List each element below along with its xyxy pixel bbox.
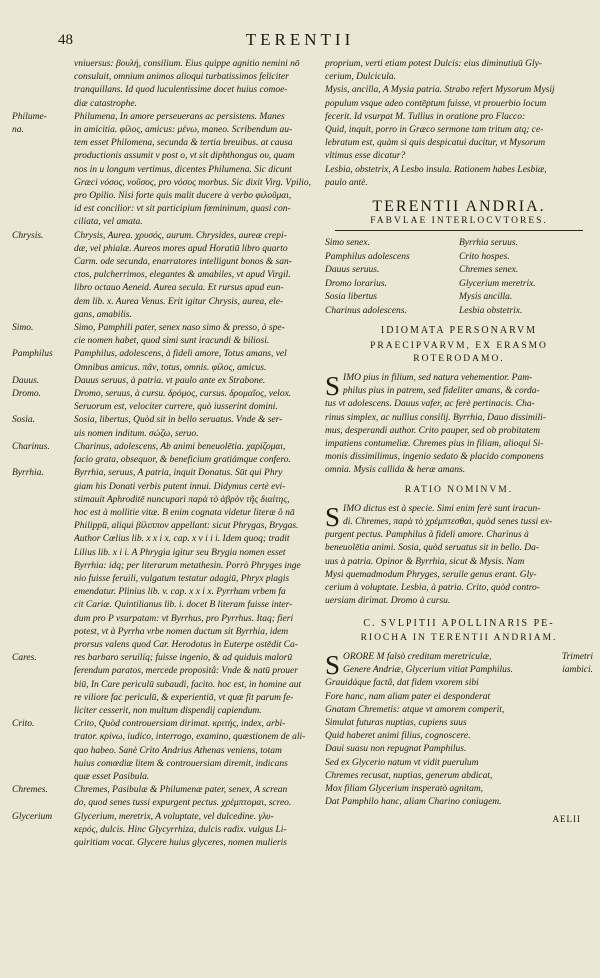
text-line: proprium, verti etiam potest Dulcis: eius diminutiuū Gly- [325, 59, 543, 69]
role-item: Byrrhia seruus. [459, 238, 518, 249]
text-line: impatiens contumeliæ. Chremes pius in filiam, alioqui Si- [325, 439, 544, 450]
text-line: Lilius lib. x i i. A Phrygia igitur seu Brygia nomen esset [74, 547, 286, 558]
gloss-text [74, 388, 316, 414]
right-top-text [325, 58, 593, 190]
gloss-text [74, 322, 316, 348]
text-line: Genere Andriæ, Glycerium vitiat Pamphilus. [343, 665, 513, 676]
text-line: trator. κρίνω, iudico, interrogo, examino, quæstionem de ali- [74, 732, 306, 743]
text-line: biū, In Care periculū subaudi, facito. hoc est, in homine aut [74, 679, 302, 690]
text-line: Fore hanc, nam aliam pater ei desponderat [325, 691, 491, 702]
divider-rule [335, 230, 583, 231]
text-line: consuluit, omnium animos alioqui turbatissimos feliciter [74, 72, 289, 83]
gloss-entry [12, 58, 316, 111]
text-line: Philumena, In amore perseuerans ac persistens. Manes [74, 111, 285, 122]
catchword: AELII [552, 814, 581, 825]
ratio-paragraph [325, 503, 593, 609]
text-line: populum vsque adeo contēptum fuisse, vt prouerbio locum [325, 98, 547, 109]
running-head: TERENTII [245, 30, 355, 49]
text-line: tem esset Philomena, secunda & tertia breuibus. at causa [74, 138, 293, 149]
role-item: Pamphilus adolescens [325, 251, 410, 262]
text-line: Glycerium, meretrix, A voluptate, vel dulcedine. γλυ- [74, 811, 274, 822]
text-line: IMO dictus est à specie. Simi enim ferè sunt iracun- [343, 503, 541, 514]
marginal-label: Philume- na. [12, 111, 47, 136]
text-line: do, quod senes tussi expurgent pectus. χρέμπτομαι, screo. [74, 798, 292, 809]
text-line: ctos, pulcherrimos, elegantes & amabiles, vt apud Virgil. [74, 270, 291, 281]
text-line: productionis assumit v post ο, vt sit diphthongus ου, quam [74, 151, 295, 162]
text-line: philus pius in patrem, sed fideliter amans, & corda- [343, 386, 540, 397]
text-line: uus à patria. Opinor & Byrrhia, sicut & Mysis. Nam [325, 556, 525, 567]
text-line: purgent pectus. Pamphilus à fideli amore. Charinus à [325, 530, 529, 541]
role-item: Glycerium meretrix. [459, 278, 536, 289]
gloss-entry [12, 322, 316, 348]
text-line: ferendum paratos, mercede propositâ: Vnde & natū prouer [74, 666, 298, 677]
gloss-text [74, 348, 316, 374]
idiomata-subheading-1: PRAECIPVARVM, EX ERASMO [370, 340, 548, 351]
text-line: uis nomen inditum. σώζω, seruo. [74, 428, 199, 439]
gloss-entry [12, 652, 316, 718]
sulpitius-subheading: RIOCHA IN TERENTII ANDRIAM. [360, 632, 558, 643]
text-line: dem lib. x. Aurea Venus. Erit igitur Chrysis, aurea, ele- [74, 296, 284, 307]
text-line: ORORE M falsò creditam meretriculæ, [343, 651, 492, 662]
marginal-label: Cares. [12, 653, 37, 664]
text-line: Omnibus amicus. πᾶν, totus, omnis. φίλος, amicus. [74, 362, 267, 373]
gloss-text [74, 375, 316, 388]
text-line: id est concilior: vt sit participium fœmininum, quasi con- [74, 204, 291, 215]
text-line: Sosia, libertus, Quòd sit in bello seruatus. Vnde & ser- [74, 415, 283, 426]
idiomata-dropcap: S [325, 371, 341, 402]
text-line: Gnatam Chremetis: atque vt amorem comperit, [325, 704, 505, 715]
text-line: rinus simplex, ac nullius consilij. Byrrhia, Dauo dissimili- [325, 412, 546, 423]
marginal-label [12, 58, 74, 111]
gloss-entry [12, 111, 316, 230]
left-column [12, 58, 316, 850]
gloss-entry [12, 467, 316, 652]
gloss-entry [12, 414, 316, 440]
gloss-text [74, 414, 316, 440]
text-line: Chremes, Pasibulæ & Philumenæ pater, senex, A screan [74, 785, 288, 796]
text-line: κερός, dulcis. Hinc Glycyrrhiza, dulcis radix. vulgus Li- [74, 824, 287, 835]
text-line: Byrrhia, seruus, A patria, inquit Donatus. Sūt qui Phry [74, 468, 283, 479]
text-line: in amicitia. φίλος, amicus: μένω, maneo. Scribendum au- [74, 125, 293, 136]
text-line: omnia. Mysis callida & heræ amans. [325, 465, 466, 476]
text-line: dum pro P vsurpatam: vt Byrrhus, pro Pyrrhus. Itaq; fieri [74, 613, 294, 624]
text-line: paulo antè. [325, 177, 368, 188]
text-line: Quid haberet animi filius, cognoscere. [325, 731, 471, 742]
text-line: dæ, vel phialæ. Aureos mores apud Horatiū libro quarto [74, 243, 288, 254]
dramatis-personae [325, 237, 593, 318]
dramatis-heading: FABVLAE INTERLOCVTORES. [370, 216, 548, 227]
role-item: Chremes senex. [459, 265, 519, 276]
text-line: Chrysis, Aurea. χρυσός, aurum. Chrysides, aureæ crepi- [74, 230, 287, 241]
text-line: prorsus valens quod Car. Herodotus in Euterpe ostēdit Ca- [74, 639, 298, 650]
gloss-entry [12, 388, 316, 414]
text-line: beneuolētia animi. Sosia, quòd seruatus sit in bello. Da- [325, 543, 540, 554]
text-line: Dromo, seruus, à cursu. δρόμος, cursus. δρομαῖος, velox. [74, 389, 292, 400]
role-item: Lesbia obstetrix. [459, 305, 523, 316]
verse-margin-note [549, 651, 593, 677]
marginal-label: Dromo. [12, 389, 41, 400]
text-line: cit Cariæ. Quintilianus lib. i. docet B literam fuisse inter- [74, 600, 293, 611]
role-item: Mysis ancilla. [459, 292, 513, 303]
marginal-label: Chrysis. [12, 230, 44, 241]
margin-note-line: iambici. [562, 665, 593, 676]
text-line: vltimus esse dicatur? [325, 151, 406, 162]
gloss-entry [12, 718, 316, 784]
text-line: emendatur. Plinius lib. v. cap. x x i x. Pyrrham vrbem fa [74, 587, 286, 598]
marginal-label: Byrrhia. [12, 468, 44, 479]
text-line: facio grata, obsequor, & beneficium gratiámque confero. [74, 455, 291, 466]
gloss-text [74, 467, 316, 652]
marginal-label: Sosia. [12, 415, 35, 426]
right-column [325, 58, 593, 827]
text-line: stimauit Aphroditē nuncupari παρὰ τὸ ἁβρὸν τῆς διαίτης, [74, 494, 290, 505]
text-line: diæ catastrophe. [74, 98, 137, 109]
text-line: gans, amabilis. [74, 309, 132, 320]
text-line: nio fuisse feruili, vulgatum testatur adagiū, Phryx plagis [74, 573, 290, 584]
text-line: vniuersus: βουλή, consilium. Eius quippe agnitio nemini nō [74, 59, 300, 69]
text-line: Pamphilus, adolescens, à fideli amore, Totus amans, vel [74, 349, 287, 360]
gloss-text [74, 441, 316, 467]
text-line: Author Cœlius lib. x x i x. cap. x v i i i. Idem quoq; tradit [74, 534, 290, 545]
gloss-text [74, 230, 316, 322]
gloss-entry [12, 811, 316, 851]
text-line: Byrrhia: idq; per literarum metathesin. Porrò Phryges inge [74, 560, 301, 571]
text-line: quiritiam vocat. Glycere huius glyceres, nomen mulieris [74, 837, 287, 848]
gloss-text [74, 58, 316, 111]
text-line: Lesbia, obstetrix, A Lesbo insula. Rationem habes Lesbiæ, [325, 164, 547, 175]
verse-dropcap: S [325, 649, 341, 680]
text-line: Carm. ode secunda, enarratores intelligunt bonos & san- [74, 257, 292, 268]
text-line: Quid, inquit, porro in Græco sermone tam tritum atq; ce- [325, 125, 544, 136]
role-item: Crito hospes. [459, 251, 510, 262]
text-line: huius comœdiæ litem & controuersiam diremit, indicans [74, 758, 288, 769]
gloss-entry [12, 375, 316, 388]
role-item: Charinus adolescens. [325, 305, 407, 316]
roles-right-list [459, 237, 593, 318]
text-line: Philippū, aliqui βίλιππον appellant: sicut Phrygas, Brygas. [74, 521, 299, 532]
text-line: tranquillans. Id quod luculentissime docet huius comoe- [74, 85, 288, 96]
idiomata-paragraph [325, 372, 593, 478]
gloss-text [74, 111, 316, 230]
role-item: Dauus seruus. [325, 265, 380, 276]
roles-left-list [325, 237, 459, 318]
gloss-entry [12, 230, 316, 322]
text-line: Dat Pamphilo hanc, aliam Charino coniugem. [325, 797, 502, 808]
margin-note-line: Trimetri [561, 651, 593, 662]
text-line: potest, vt à Pyrrha vrbe nomen ductum sit Byrrhia, idem [74, 626, 289, 637]
text-line: re viliore fac periculū, & experientiā, vt quæ fit parum fe- [74, 692, 294, 703]
text-line: cerium à voluptate. Lesbia, à patria. Crito, quòd contro- [325, 583, 540, 594]
marginal-label: Glycerium [12, 811, 53, 822]
gloss-entry [12, 441, 316, 467]
text-line: pro Opilio. Nisi forte quis malit ducere à verbo φιλοῦμαι, [74, 191, 292, 202]
periocha-verse [325, 651, 593, 809]
text-line: res barbaro seruilíq; fuisse ingenio, & ad quiduis malorū [74, 653, 293, 664]
text-line: ciliata, vel amata. [74, 217, 143, 228]
gloss-text [74, 811, 316, 851]
text-line: di. Chremes, παρὰ τὸ χρέμπτεσθαι, quòd senes tussi ex- [343, 517, 553, 528]
text-line: quo habeo. Sanè Crito Andrius Athenas veniens, totam [74, 745, 282, 756]
text-line: Mox filiam Glycerium insperatò agnitam, [325, 783, 484, 794]
gloss-entry [12, 348, 316, 374]
play-title: TERENTII ANDRIA. [372, 198, 546, 216]
text-line: Mysis, ancilla, A Mysia patria. Strabo refert Mysorum Mysij [325, 85, 555, 96]
page-number: 48 [58, 32, 73, 48]
role-item: Simo senex. [325, 238, 370, 249]
text-line: lebratum est, quàm si quis despicatui ducitur, vt Mysorum [325, 138, 546, 149]
text-line: fecerit. Id vsurpat M. Tullius in oratione pro Flacco: [325, 111, 526, 122]
marginal-label: Charinus. [12, 441, 50, 452]
idiomata-heading: IDIOMATA PERSONARVM [380, 325, 538, 337]
marginal-label: Simo. [12, 323, 34, 334]
text-line: Seruorum est, velociter currere, quò iusserint domini. [74, 402, 278, 413]
text-line: nos in u longum vertimus, dicentes Philumena. Sic dicunt [74, 164, 292, 175]
text-line: Sed ex Glycerio natum vt vidit puerulum [325, 757, 479, 768]
marginal-label: Dauus. [12, 375, 40, 386]
role-item: Dromo lorarius. [325, 278, 387, 289]
ratio-dropcap: S [325, 501, 341, 532]
text-line: cie nomen habet, quod simi sunt iracundi & biliosi. [74, 336, 270, 347]
role-item: Sosia libertus [325, 292, 377, 303]
marginal-label: Chremes. [12, 785, 48, 796]
text-line: Mysi quemadmodum Phryges, seruile genus erant. Gly- [325, 569, 537, 580]
gloss-entry [12, 784, 316, 810]
ratio-heading: RATIO NOMINVM. [404, 484, 514, 495]
text-line: uersiam dirimat. Dromo à cursu. [325, 596, 451, 607]
text-line: IMO pius in filium, sed natura vehementior. Pam- [343, 373, 533, 384]
text-line: libro octauo Aeneid. Aurea secula. Et rursus apud eun- [74, 283, 284, 294]
gloss-text [74, 784, 316, 810]
text-line: Daui suasu non repugnat Pamphilus. [325, 744, 467, 755]
sulpitius-heading: C. SVLPITII APOLLINARIS PE- [363, 617, 555, 629]
text-line: Simulat futuras nuptias, cupiens suus [325, 717, 467, 728]
text-line: monis dissimilimus, ingenio sedato & placido componens [325, 452, 544, 463]
idiomata-subheading-2: ROTERODAMO. [413, 353, 505, 364]
text-line: quæ esset Pasibula. [74, 771, 150, 782]
text-line: Dauus seruus, à patria. vt paulo ante ex Strabone. [74, 375, 266, 386]
text-line: mus, desperandi author. Crito pauper, sed ob probitatem [325, 425, 540, 436]
text-line: Charinus, adolescens, Ab animi beneuolētia. χαρίζομαι, [74, 441, 286, 452]
text-line: tus vt adolescens. Dauus vafer, ac ferè pertinacis. Cha- [325, 399, 535, 410]
text-line: giam his Donati verbis putent innui. Didymus certè evi- [74, 481, 286, 492]
text-line: Simo, Pamphili pater, senex naso simo & presso, à spe- [74, 323, 285, 334]
marginal-label: Pamphilus [12, 349, 53, 360]
text-line: liciter cesserit, non multum dispendij capiendum. [74, 705, 262, 716]
marginal-label: Crito. [12, 719, 35, 730]
text-line: cerium, Dulcicula. [325, 72, 396, 83]
text-line: Græci νόσος, νοῦσος, pro νόσος morbus. Sic dixit Virg. Vpilio, [74, 177, 312, 188]
gloss-text [74, 718, 316, 784]
gloss-text [74, 652, 316, 718]
text-line: hoc est à mollitie vitæ. B enim cognata videtur literæ ὃ nā [74, 507, 295, 518]
text-line: Chremes recusat, nuptias, generum abdicat, [325, 770, 493, 781]
text-line: Crito, Quòd controuersiam dirimat. κριτής, index, arbi- [74, 719, 286, 730]
text-line: Grauidáque factâ, dat fidem vxorem sibi [325, 678, 479, 689]
